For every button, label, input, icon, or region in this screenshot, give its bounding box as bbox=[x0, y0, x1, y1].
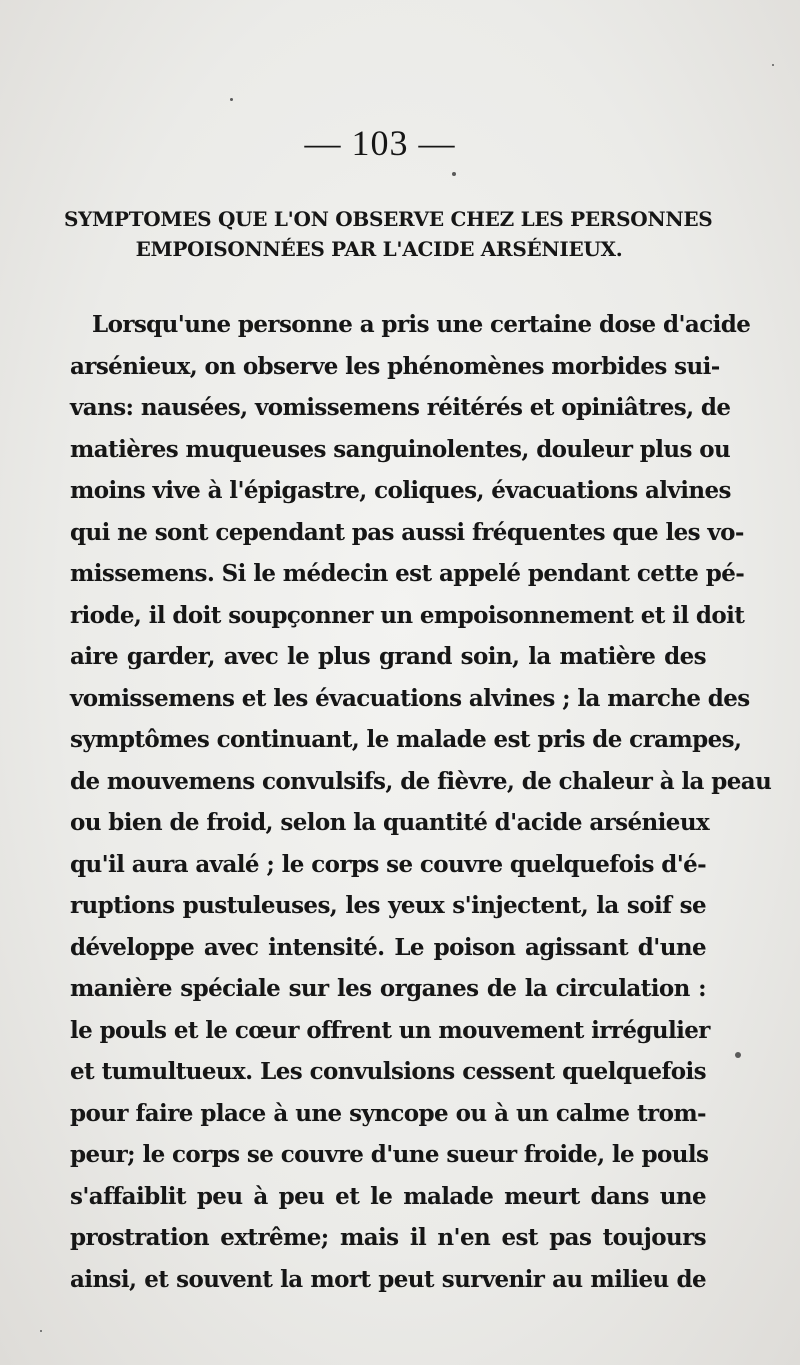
text-line: et tumultueux. Les convulsions cessent quelquefois bbox=[70, 1058, 706, 1085]
text-line: prostration extrême; mais il n'en est pas toujours bbox=[70, 1224, 706, 1251]
paper-speck bbox=[40, 1330, 42, 1332]
text-line: symptômes continuant, le malade est pris de crampes, bbox=[70, 726, 742, 753]
text-line: ruptions pustuleuses, les yeux s'injectent, la soif se bbox=[70, 892, 706, 919]
body-paragraph bbox=[70, 304, 772, 1300]
text-line: peur; le corps se couvre d'une sueur froide, le pouls bbox=[70, 1141, 709, 1168]
text-line: qui ne sont cependant pas aussi fréquentes que les vo- bbox=[70, 518, 744, 546]
paper-speck bbox=[452, 172, 456, 176]
paper-speck bbox=[772, 64, 774, 66]
text-line: développe avec intensité. Le poison agissant d'une bbox=[70, 933, 706, 961]
text-line: arsénieux, on observe les phénomènes morbides sui- bbox=[70, 352, 720, 380]
text-line: riode, il doit soupçonner un empoisonnement et il doit bbox=[70, 601, 745, 629]
text-line: pour faire place à une syncope ou à un calme trom- bbox=[70, 1099, 706, 1127]
paper-speck bbox=[735, 1052, 741, 1058]
heading-line: EMPOISONNÉES PAR L'ACIDE ARSÉNIEUX. bbox=[135, 237, 623, 261]
text-line: qu'il aura avalé ; le corps se couvre quelquefois d'é- bbox=[70, 850, 707, 878]
section-heading bbox=[64, 204, 713, 264]
text-line: vans: nausées, vomissemens réitérés et opiniâtres, de bbox=[70, 394, 731, 421]
text-line: matières muqueuses sanguinolentes, douleur plus ou bbox=[70, 435, 731, 463]
page-number: — 103 — bbox=[304, 123, 456, 163]
text-line: manière spéciale sur les organes de la circulation : bbox=[70, 975, 706, 1002]
paper-speck bbox=[230, 98, 233, 101]
text-line: aire garder, avec le plus grand soin, la matière des bbox=[70, 643, 706, 670]
text-line: s'affaiblit peu à peu et le malade meurt dans une bbox=[70, 1182, 706, 1210]
text-line: le pouls et le cœur offrent un mouvement irrégulier bbox=[70, 1016, 710, 1044]
text-line: ou bien de froid, selon la quantité d'acide arsénieux bbox=[70, 809, 710, 836]
heading-line: SYMPTOMES QUE L'ON OBSERVE CHEZ LES PERSONNES bbox=[64, 207, 713, 231]
text-line: vomissemens et les évacuations alvines ; la marche des bbox=[70, 684, 750, 712]
text-line: Lorsqu'une personne a pris une certaine dose d'acide bbox=[92, 311, 751, 338]
text-line: de mouvemens convulsifs, de fièvre, de chaleur à la peau bbox=[70, 767, 772, 795]
text-line: ainsi, et souvent la mort peut survenir au milieu de bbox=[70, 1265, 706, 1293]
text-line: missemens. Si le médecin est appelé pendant cette pé- bbox=[70, 560, 745, 587]
text-line: moins vive à l'épigastre, coliques, évacuations alvines bbox=[70, 477, 731, 504]
